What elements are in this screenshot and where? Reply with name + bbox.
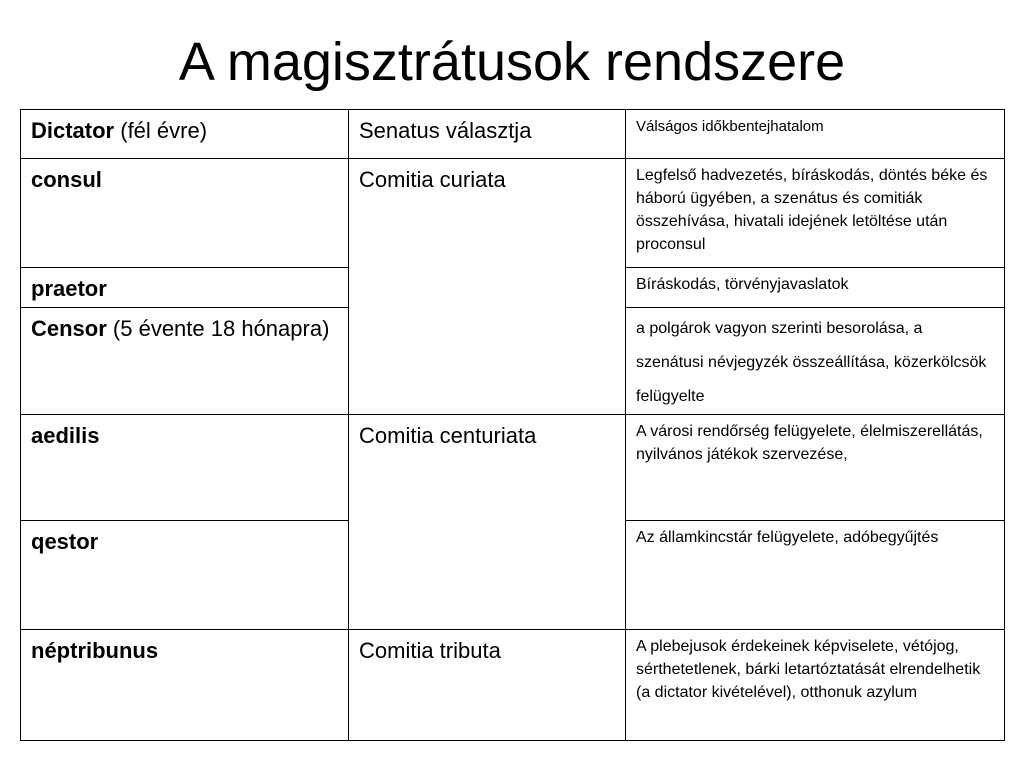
office-name: consul — [31, 167, 102, 192]
office-note: (5 évente 18 hónapra) — [106, 316, 330, 341]
office-name: Censor — [31, 316, 107, 341]
table-row — [21, 415, 1005, 521]
office-cell — [21, 268, 349, 308]
duties-text: A plebejusok érdekeinek képviselete, vétójog, sérthetetlenek, bárki letartóztatását elrendelhetik (a dictator kivételével), otthonuk azylum — [636, 638, 981, 701]
magistrates-table — [20, 109, 1005, 741]
duties-cell — [626, 159, 1005, 268]
election-cell — [349, 630, 626, 741]
duties-text: a polgárok vagyon szerinti besorolása, a szenátusi névjegyzék összeállítása, közerkölcsök felügyelte — [636, 320, 987, 405]
duties-cell — [626, 521, 1005, 630]
table-row — [21, 630, 1005, 741]
election-cell — [349, 415, 626, 630]
table-row — [21, 110, 1005, 159]
duties-text: Válságos időkbentejhatalom — [636, 118, 824, 135]
office-name: néptribunus — [31, 638, 159, 663]
duties-cell — [626, 630, 1005, 741]
duties-text: A városi rendőrség felügyelete, élelmiszerellátás, nyilvános játékok szervezése, — [636, 423, 983, 463]
duties-cell — [626, 415, 1005, 521]
table-row — [21, 159, 1005, 268]
election-cell — [349, 159, 626, 415]
office-name: praetor — [31, 276, 107, 301]
duties-cell — [626, 268, 1005, 308]
duties-cell — [626, 110, 1005, 159]
duties-text: Az államkincstár felügyelete, adóbegyűjtés — [636, 529, 939, 546]
duties-text: Legfelső hadvezetés, bíráskodás, döntés béke és háború ügyében, a szenátus és comitiák összehívása, hivatali idejének letöltése után proconsul — [636, 167, 988, 253]
office-cell — [21, 415, 349, 521]
office-cell — [21, 110, 349, 159]
office-cell — [21, 308, 349, 415]
election-cell — [349, 110, 626, 159]
election-text: Comitia curiata — [359, 167, 506, 192]
election-text: Senatus választja — [359, 118, 532, 143]
office-cell — [21, 159, 349, 268]
election-text: Comitia tributa — [359, 638, 501, 663]
office-cell — [21, 630, 349, 741]
duties-cell — [626, 308, 1005, 415]
slide-title: A magisztrátusok rendszere — [178, 32, 846, 92]
office-cell — [21, 521, 349, 630]
office-note: (fél évre) — [114, 118, 208, 143]
duties-text: Bíráskodás, törvényjavaslatok — [636, 276, 849, 293]
office-name: Dictator — [31, 118, 115, 143]
election-text: Comitia centuriata — [359, 423, 537, 448]
office-name: qestor — [31, 529, 99, 554]
office-name: aedilis — [31, 423, 100, 448]
